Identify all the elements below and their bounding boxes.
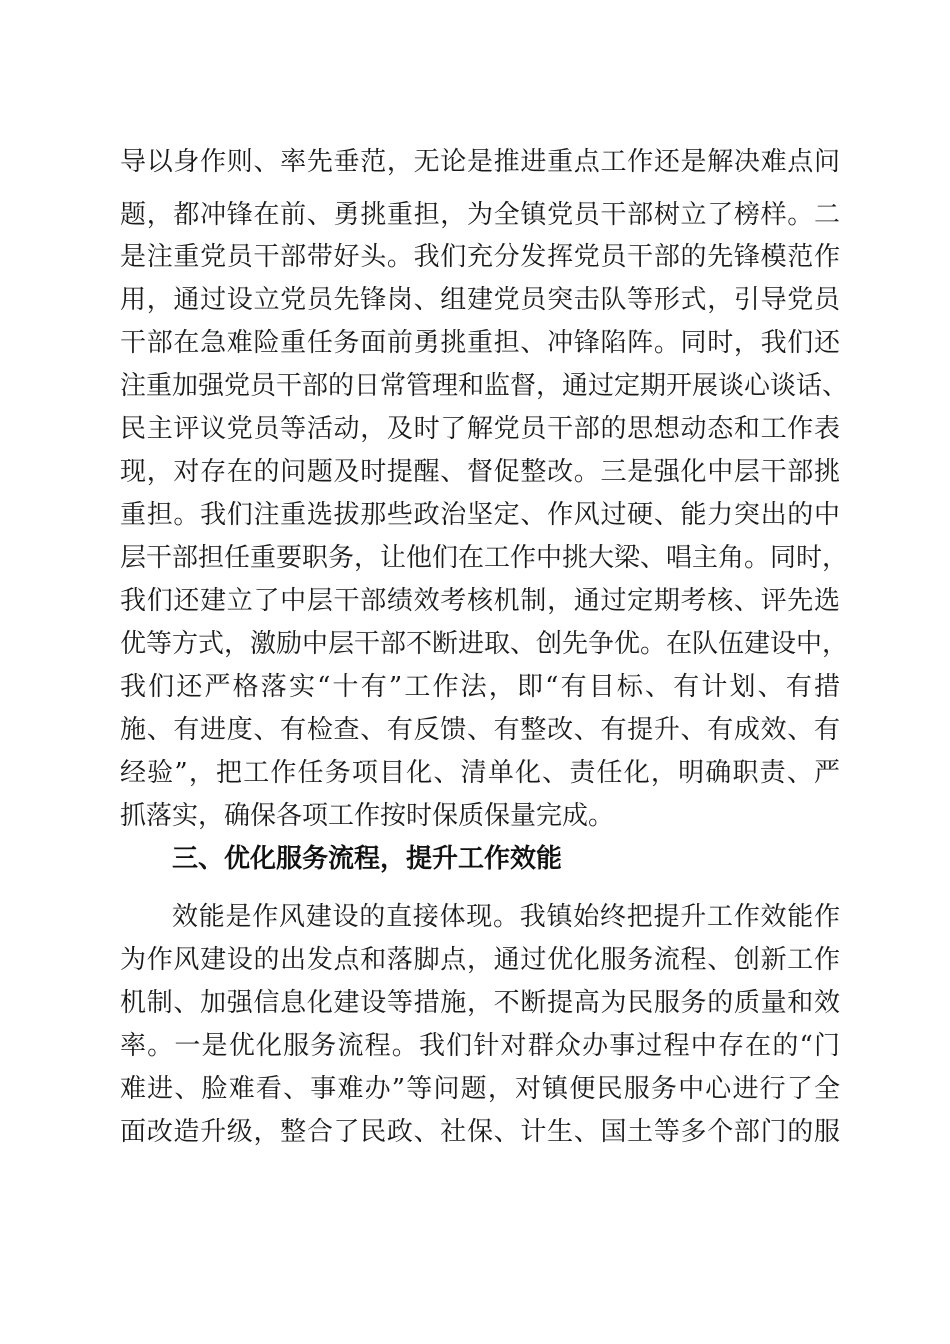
text-line: 面改造升级，整合了民政、社保、计生、国土等多个部门的服	[120, 1117, 840, 1147]
text-line: 经验”，把工作任务项目化、清单化、责任化，明确职责、严	[120, 758, 840, 788]
text-line: 我们还严格落实“十有”工作法，即“有目标、有计划、有措	[120, 672, 840, 702]
text-line: 题，都冲锋在前、勇挑重担，为全镇党员干部树立了榜样。二	[120, 200, 840, 230]
text-line: 注重加强党员干部的日常管理和监督，通过定期开展谈心谈话、	[120, 371, 849, 401]
text-line: 现，对存在的问题及时提醒、督促整改。三是强化中层干部挑	[120, 457, 840, 487]
text-line: 用，通过设立党员先锋岗、组建党员突击队等形式，引导党员	[120, 285, 840, 315]
text-line: 施、有进度、有检查、有反馈、有整改、有提升、有成效、有	[120, 715, 840, 745]
text-line: 优等方式，激励中层干部不断进取、创先争优。在队伍建设中，	[120, 629, 849, 659]
text-line: 抓落实，确保各项工作按时保质保量完成。	[120, 801, 615, 831]
text-line: 机制、加强信息化建设等措施，不断提高为民服务的质量和效	[120, 988, 840, 1018]
text-line: 效能是作风建设的直接体现。我镇始终把提升工作效能作	[172, 902, 840, 932]
text-line: 层干部担任重要职务，让他们在工作中挑大梁、唱主角。同时，	[120, 543, 849, 573]
text-line: 率。一是优化服务流程。我们针对群众办事过程中存在的“门	[120, 1031, 840, 1061]
text-line: 难进、脸难看、事难办”等问题，对镇便民服务中心进行了全	[120, 1074, 840, 1104]
text-line: 为作风建设的出发点和落脚点，通过优化服务流程、创新工作	[120, 945, 840, 975]
text-line: 民主评议党员等活动，及时了解党员干部的思想动态和工作表	[120, 414, 840, 444]
text-line: 我们还建立了中层干部绩效考核机制，通过定期考核、评先选	[120, 586, 840, 616]
text-line: 导以身作则、率先垂范，无论是推进重点工作还是解决难点问	[120, 147, 840, 177]
text-line: 是注重党员干部带好头。我们充分发挥党员干部的先锋模范作	[120, 242, 840, 272]
section-heading: 三、优化服务流程，提升工作效能	[172, 844, 563, 874]
text-line: 干部在急难险重任务面前勇挑重担、冲锋陷阵。同时，我们还	[120, 328, 840, 358]
text-line: 重担。我们注重选拔那些政治坚定、作风过硬、能力突出的中	[120, 500, 840, 530]
